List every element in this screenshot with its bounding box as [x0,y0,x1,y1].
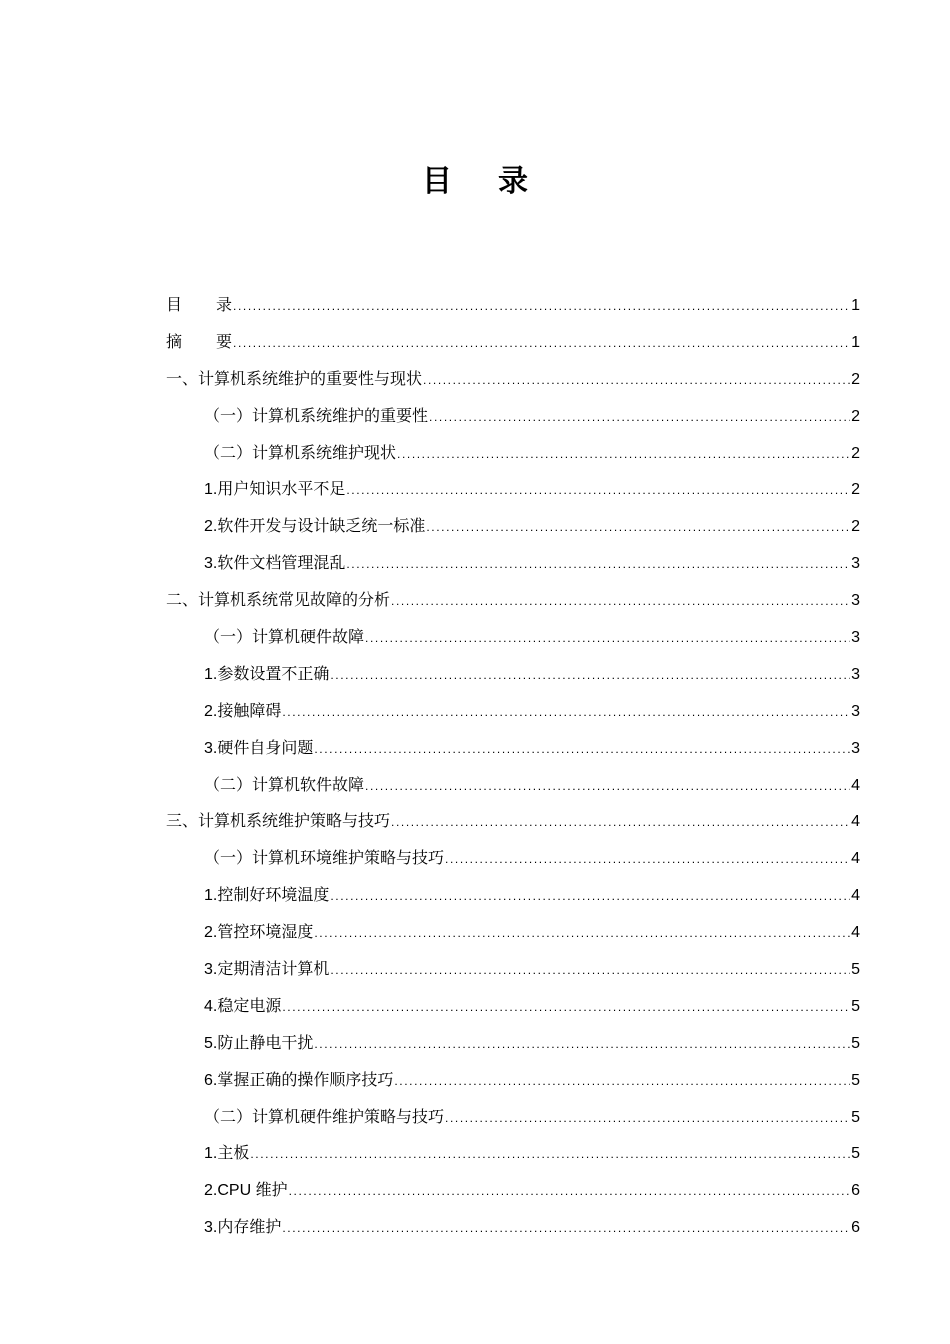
toc-entry-label: 1.控制好环境温度 [204,887,330,905]
toc-page-number: 4 [851,887,860,905]
toc-entry-label: 3.定期清洁计算机 [204,961,330,979]
toc-entry-label: （二）计算机硬件维护策略与技巧 [204,1108,445,1126]
toc-entry-label: （二）计算机软件故障 [204,776,365,794]
toc-page-number: 3 [851,665,860,683]
toc-dot-leader [429,399,850,436]
toc-page-number: 2 [851,518,860,536]
toc-entry-label-char: 录 [216,297,233,314]
toc-dot-leader [233,288,850,325]
toc-entry-label-char: 要 [216,333,233,351]
toc-entry[interactable] [166,620,860,657]
page-title-char-1: 目 [422,164,452,199]
toc-entry[interactable] [166,1136,860,1173]
toc-page-number: 3 [851,592,860,610]
toc-page-number: 1 [851,297,860,314]
toc-page-number: 3 [851,629,860,647]
toc-page-number: 5 [851,1071,860,1089]
toc-entry[interactable] [166,509,860,546]
toc-page-number: 5 [851,997,860,1015]
toc-entry-label: 3.内存维护 [204,1219,282,1237]
table-of-contents [166,288,860,1247]
toc-page-number: 2 [851,481,860,499]
toc-dot-leader [330,657,850,694]
toc-dot-leader [426,509,850,546]
toc-page-number: 3 [851,739,860,757]
toc-dot-leader [346,546,850,583]
toc-dot-leader [282,694,850,731]
toc-page-number: 6 [851,1219,860,1237]
toc-entry-label: 2.管控环境湿度 [204,924,314,942]
toc-entry-label: 一、计算机系统维护的重要性与现状 [166,370,423,388]
toc-entry-label: （一）计算机系统维护的重要性 [204,407,429,425]
toc-entry[interactable] [166,989,860,1026]
toc-entry[interactable] [166,472,860,509]
toc-entry-label: 3.软件文档管理混乱 [204,555,346,573]
toc-dot-leader [394,1063,850,1100]
toc-entry-label: 3.硬件自身问题 [204,739,314,757]
toc-entry[interactable] [166,325,860,362]
toc-entry[interactable] [166,436,860,473]
toc-entry-label: 1.主板 [204,1145,250,1163]
toc-entry[interactable] [166,288,860,325]
toc-dot-leader [397,436,850,473]
toc-page-number: 5 [851,1108,860,1126]
toc-page-number: 3 [851,555,860,573]
toc-entry[interactable] [166,768,860,805]
toc-entry[interactable] [166,878,860,915]
toc-dot-leader [250,1136,850,1173]
toc-entry-label: （一）计算机硬件故障 [204,629,365,647]
toc-dot-leader [391,804,850,841]
toc-entry-label: 三、计算机系统维护策略与技巧 [166,813,391,831]
toc-entry[interactable] [166,546,860,583]
toc-page-number: 3 [851,702,860,720]
toc-dot-leader [346,472,850,509]
toc-page-number: 5 [851,1145,860,1163]
toc-dot-leader [282,989,850,1026]
page-title-char-2: 录 [498,164,528,199]
toc-entry[interactable] [166,583,860,620]
toc-entry[interactable] [166,399,860,436]
toc-entry-label: 4.稳定电源 [204,997,282,1015]
toc-entry-label: 2.软件开发与设计缺乏统一标准 [204,518,426,536]
toc-entry-label: 2.CPU 维护 [204,1182,288,1200]
toc-dot-leader [445,841,850,878]
toc-dot-leader [423,362,850,399]
toc-dot-leader [365,620,850,657]
toc-page-number: 4 [851,850,860,868]
toc-page-number: 4 [851,924,860,942]
toc-entry-label: 2.接触障碍 [204,702,282,720]
toc-page-number: 6 [851,1182,860,1200]
toc-page-number: 2 [851,407,860,425]
toc-dot-leader [282,1210,850,1247]
toc-dot-leader [445,1100,850,1137]
toc-dot-leader [391,583,850,620]
toc-entry[interactable] [166,657,860,694]
toc-page-number: 2 [851,370,860,388]
toc-dot-leader [330,952,850,989]
toc-entry[interactable] [166,804,860,841]
toc-entry-label: 1.用户知识水平不足 [204,481,346,499]
toc-entry-label: 5.防止静电干扰 [204,1034,314,1052]
toc-page-number: 5 [851,1034,860,1052]
toc-entry-label: 6.掌握正确的操作顺序技巧 [204,1071,394,1089]
toc-entry[interactable] [166,952,860,989]
toc-entry[interactable] [166,731,860,768]
toc-page-number: 4 [851,776,860,794]
toc-entry[interactable] [166,362,860,399]
toc-entry[interactable] [166,915,860,952]
toc-dot-leader [314,1026,850,1063]
toc-entry[interactable] [166,1210,860,1247]
toc-dot-leader [289,1173,851,1210]
toc-entry-label [166,288,232,325]
toc-entry[interactable] [166,1026,860,1063]
toc-entry-label-char: 目 [166,297,183,314]
toc-entry-label: （一）计算机环境维护策略与技巧 [204,850,445,868]
toc-dot-leader [365,768,850,805]
toc-page-number: 2 [851,444,860,462]
toc-entry-label-char: 摘 [166,333,183,351]
toc-entry[interactable] [166,1173,860,1210]
toc-entry[interactable] [166,1100,860,1137]
toc-entry[interactable] [166,1063,860,1100]
toc-entry[interactable] [166,841,860,878]
toc-dot-leader [314,915,850,952]
toc-entry-label: 二、计算机系统常见故障的分析 [166,592,391,610]
toc-entry[interactable] [166,694,860,731]
toc-entry-label [166,325,232,362]
toc-dot-leader [314,731,850,768]
toc-page-number: 1 [851,333,860,351]
toc-page-number: 4 [851,813,860,831]
toc-dot-leader [330,878,850,915]
toc-page-number: 5 [851,961,860,979]
toc-entry-label: 1.参数设置不正确 [204,665,330,683]
toc-dot-leader [233,325,850,362]
toc-entry-label: （二）计算机系统维护现状 [204,444,397,462]
page-title [0,156,950,200]
